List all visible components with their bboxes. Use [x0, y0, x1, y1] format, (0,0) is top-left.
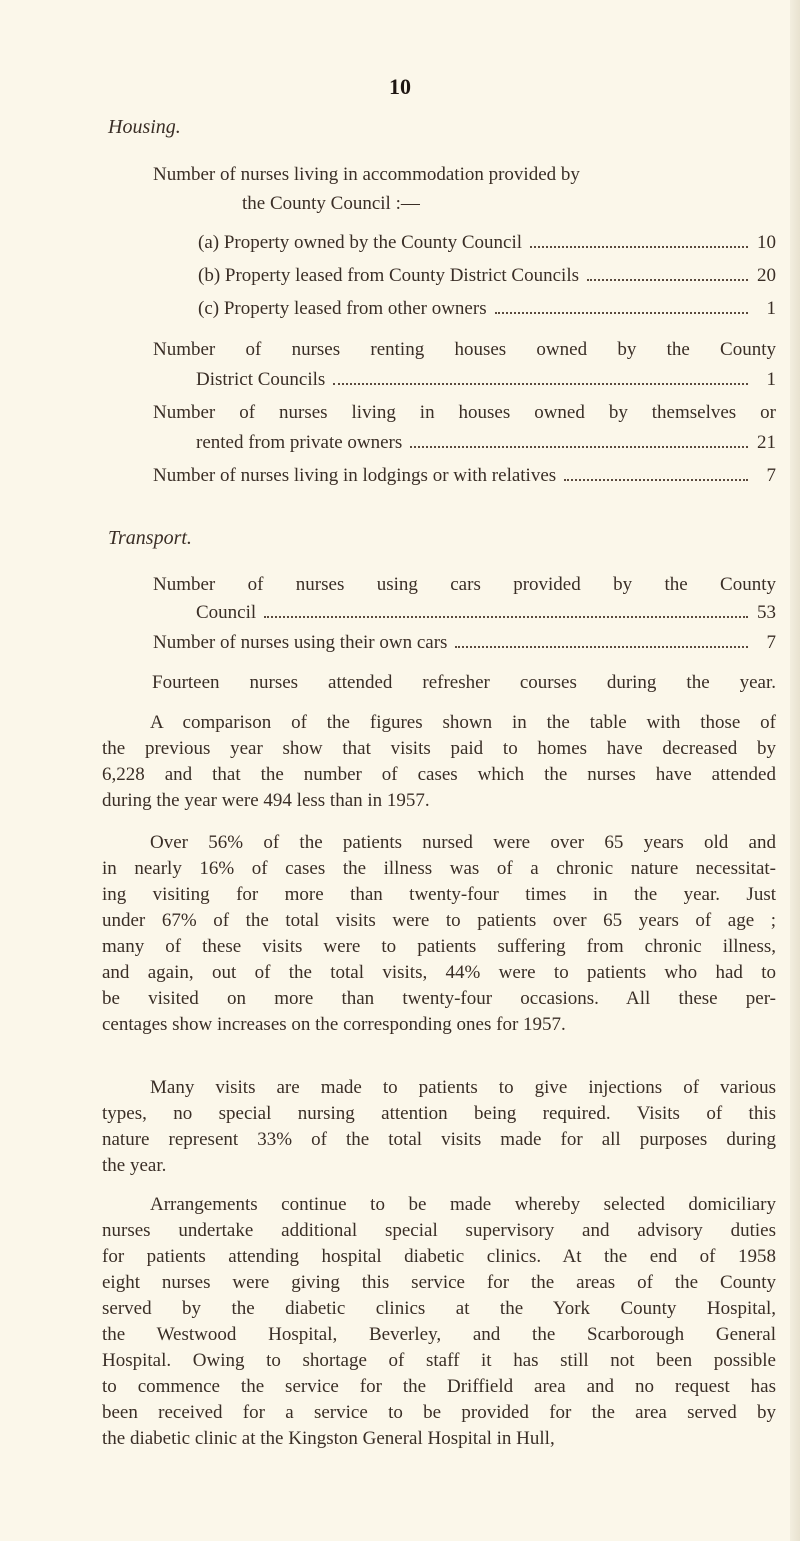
lodgings-row: [153, 463, 776, 489]
item-label: Number of nurses living in lodgings or with relatives: [153, 465, 557, 486]
item-value: 10: [757, 232, 776, 253]
paragraph-line: A comparison of the figures shown in the table with those of: [150, 712, 776, 733]
dot-leader: [530, 246, 748, 248]
paragraph-line: centages show increases on the corresponding ones for 1957.: [102, 1014, 566, 1035]
paragraph-line: Hospital. Owing to shortage of staff it has still not been possible: [102, 1350, 776, 1371]
housing-item-c: [198, 296, 776, 322]
paragraph-line: ing visiting for more than twenty-four times in the year. Just: [102, 884, 776, 905]
item-label: Council: [196, 602, 257, 623]
paragraph: [102, 830, 776, 1038]
paragraph-line: be visited on more than twenty-four occasions. All these per-: [102, 988, 776, 1009]
renting-row: [196, 367, 776, 393]
paragraph: [102, 1075, 776, 1179]
paragraph-line: nature represent 33% of the total visits made for all purposes during: [102, 1129, 776, 1150]
dot-leader: [564, 479, 748, 481]
paragraph-line: eight nurses were giving this service for the areas of the County: [102, 1272, 776, 1293]
page-edge: [790, 0, 800, 1541]
item-value: 21: [757, 432, 776, 453]
paragraph-line: the diabetic clinic at the Kingston General Hospital in Hull,: [102, 1428, 555, 1449]
item-value: 7: [766, 632, 776, 653]
item-value: 1: [766, 369, 776, 390]
own-cars-row: [153, 630, 776, 656]
page-number: 10: [389, 74, 411, 99]
housing-intro-cont: the County Council :—: [242, 193, 420, 214]
own-houses-row: [196, 430, 776, 456]
paragraph-line: 6,228 and that the number of cases which the nurses have attended: [102, 764, 776, 785]
paragraph-line: to commence the service for the Driffield area and no request has: [102, 1376, 776, 1397]
item-value: 20: [757, 265, 776, 286]
paragraph-line: served by the diabetic clinics at the York County Hospital,: [102, 1298, 776, 1319]
paragraph: [102, 710, 776, 814]
paragraph-line: Many visits are made to patients to give injections of various: [150, 1077, 776, 1098]
item-label: District Councils: [196, 369, 326, 390]
paragraph-line: Arrangements continue to be made whereby selected domiciliary: [150, 1194, 776, 1215]
paragraph-line: and again, out of the total visits, 44% were to patients who had to: [102, 962, 776, 983]
paragraph-line: during the year were 494 less than in 1957.: [102, 790, 430, 811]
item-label: (b) Property leased from County District Councils: [198, 265, 579, 286]
paragraph-line: the Westwood Hospital, Beverley, and the Scarborough General: [102, 1324, 776, 1345]
item-label: Number of nurses using their own cars: [153, 632, 448, 653]
paragraph-line: been received for a service to be provided for the area served by: [102, 1402, 776, 1423]
dot-leader: [455, 646, 748, 648]
housing-intro: Number of nurses living in accommodation provided by: [153, 164, 580, 185]
dot-leader: [264, 616, 748, 618]
item-label: (c) Property leased from other owners: [198, 298, 487, 319]
housing-item-b: [198, 263, 776, 289]
housing-heading: Housing.: [108, 116, 181, 138]
paragraph-line: nurses undertake additional special supervisory and advisory duties: [102, 1220, 776, 1241]
paragraph-line: the previous year show that visits paid to homes have decreased by: [102, 738, 776, 759]
paragraph-line: under 67% of the total visits were to patients over 65 years of age ;: [102, 910, 776, 931]
dot-leader: [333, 383, 748, 385]
item-label: rented from private owners: [196, 432, 403, 453]
paragraph-line: many of these visits were to patients suffering from chronic illness,: [102, 936, 776, 957]
item-value: 53: [757, 602, 776, 623]
item-value: 7: [766, 465, 776, 486]
council-cars-row: [196, 600, 776, 626]
dot-leader: [587, 279, 748, 281]
item-label: (a) Property owned by the County Council: [198, 232, 523, 253]
paragraph: [102, 1192, 776, 1452]
refresher-text: Fourteen nurses attended refresher courses during the year.: [152, 672, 776, 693]
transport-heading: Transport.: [108, 527, 192, 549]
paragraph-line: for patients attending hospital diabetic clinics. At the end of 1958: [102, 1246, 776, 1267]
dot-leader: [410, 446, 748, 448]
item-value: 1: [766, 298, 776, 319]
renting-label: Number of nurses renting houses owned by the County: [153, 339, 776, 360]
council-cars-label: Number of nurses using cars provided by the County: [153, 574, 776, 595]
own-houses-label: Number of nurses living in houses owned by themselves or: [153, 402, 776, 423]
paragraph-line: types, no special nursing attention being required. Visits of this: [102, 1103, 776, 1124]
paragraph-line: in nearly 16% of cases the illness was of a chronic nature necessitat-: [102, 858, 776, 879]
paragraph-line: the year.: [102, 1155, 167, 1176]
paragraph-line: Over 56% of the patients nursed were over 65 years old and: [150, 832, 776, 853]
dot-leader: [495, 312, 748, 314]
housing-item-a: [198, 230, 776, 256]
